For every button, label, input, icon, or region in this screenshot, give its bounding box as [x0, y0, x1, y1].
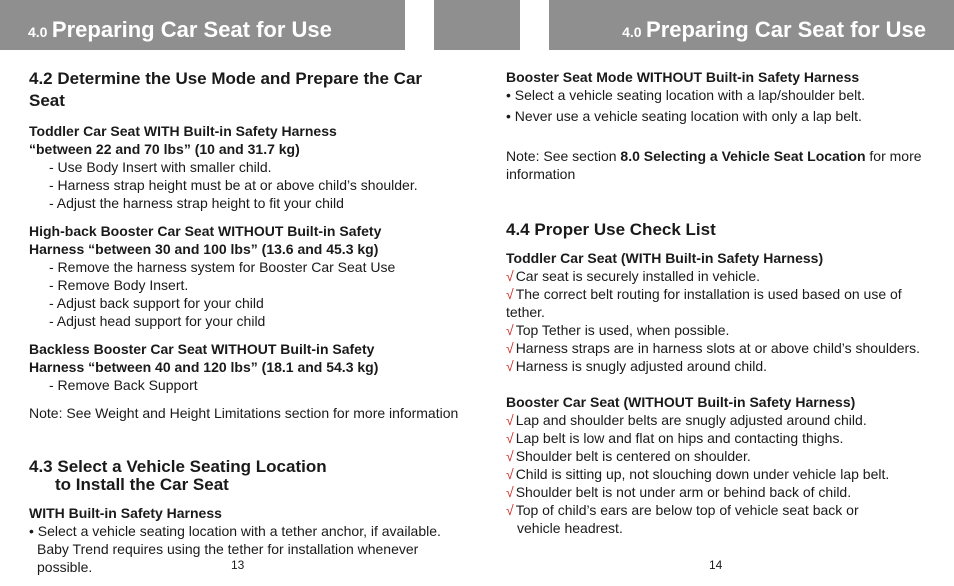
highback-heading: High-back Booster Car Seat WITHOUT Built-in Safety: [29, 223, 382, 239]
toddler-checklist-heading: Toddler Car Seat (WITH Built-in Safety Harness): [506, 250, 824, 266]
section-4-3-title: 4.3 Select a Vehicle Seating Location: [29, 457, 327, 476]
list-item: • Never use a vehicle seating location with only a lap belt.: [506, 108, 862, 124]
list-item: - Adjust the harness strap height to fit your child: [49, 195, 344, 211]
check-icon: √: [506, 466, 514, 482]
header-spacer-block: [434, 0, 520, 50]
check-icon: √: [506, 268, 514, 284]
header-bar-left: [0, 0, 405, 50]
left-page-content: [29, 68, 459, 576]
section-title: Preparing Car Seat for Use: [51, 17, 332, 42]
checklist-item: √ Harness is snugly adjusted around child.: [506, 358, 768, 374]
list-item: - Remove the harness system for Booster Car Seat Use: [49, 259, 396, 275]
check-icon: √: [506, 448, 514, 464]
checklist-item: √ Lap and shoulder belts are snugly adjusted around child.: [506, 412, 867, 428]
section-4-2-title: 4.2 Determine the Use Mode and Prepare the Car Seat: [29, 69, 423, 110]
toddler-weight-range: “between 22 and 70 lbs” (10 and 31.7 kg): [29, 141, 300, 157]
checklist-item-cont: vehicle headrest.: [517, 520, 623, 536]
checklist-item: √ Harness straps are in harness slots at or above child’s shoulders.: [506, 340, 921, 356]
booster-mode-heading: Booster Seat Mode WITHOUT Built-in Safety Harness: [506, 69, 860, 85]
highback-weight-range: Harness “between 30 and 100 lbs” (13.6 and 45.3 kg): [29, 241, 379, 257]
header-bar-right: [549, 0, 954, 50]
check-icon: √: [506, 358, 514, 374]
checklist-item: √ Shoulder belt is not under arm or behind back of child.: [506, 484, 852, 500]
check-icon: √: [506, 286, 514, 302]
check-icon: √: [506, 502, 514, 518]
list-item: - Use Body Insert with smaller child.: [49, 159, 272, 175]
toddler-heading: Toddler Car Seat WITH Built-in Safety Harness: [29, 123, 337, 139]
check-icon: √: [506, 430, 514, 446]
list-item: - Harness strap height must be at or above child’s shoulder.: [49, 177, 418, 193]
checklist-item: √ Child is sitting up, not slouching down under vehicle lap belt.: [506, 466, 890, 482]
weight-height-note: Note: See Weight and Height Limitations section for more information: [29, 405, 459, 421]
checklist-item: √ Car seat is securely installed in vehicle.: [506, 268, 761, 284]
booster-checklist-heading: Booster Car Seat (WITHOUT Built-in Safety Harness): [506, 394, 856, 410]
right-page-content: [506, 68, 936, 537]
checklist-item: √ Lap belt is low and flat on hips and contacting thighs.: [506, 430, 844, 446]
checklist-item: √ Top Tether is used, when possible.: [506, 322, 730, 338]
list-item: - Remove Back Support: [49, 377, 198, 393]
list-item: - Remove Body Insert.: [49, 277, 189, 293]
list-item: - Adjust head support for your child: [49, 313, 266, 329]
check-icon: √: [506, 484, 514, 500]
list-item: • Select a vehicle seating location with a tether anchor, if available. Baby Trend requires using the tether for installation whenever possible.: [29, 523, 441, 575]
with-harness-heading: WITH Built-in Safety Harness: [29, 505, 222, 521]
section-number: 4.0: [622, 24, 642, 40]
check-icon: √: [506, 322, 514, 338]
list-item: • Select a vehicle seating location with a lap/shoulder belt.: [506, 87, 866, 103]
seat-location-note: Note: See section 8.0 Selecting a Vehicle Seat Location for more information: [506, 148, 922, 182]
checklist-item: √ Shoulder belt is centered on shoulder.: [506, 448, 751, 464]
page-number-left: 13: [231, 558, 245, 572]
page-number-right: 14: [709, 558, 723, 572]
check-icon: √: [506, 340, 514, 356]
backless-heading: Backless Booster Car Seat WITHOUT Built-in Safety: [29, 341, 375, 357]
section-title: Preparing Car Seat for Use: [646, 17, 926, 42]
section-number: 4.0: [28, 24, 48, 40]
backless-weight-range: Harness “between 40 and 120 lbs” (18.1 and 54.3 kg): [29, 359, 379, 375]
checklist-item: √ Top of child’s ears are below top of vehicle seat back or: [506, 502, 859, 518]
section-4-3-title-cont: to Install the Car Seat: [55, 475, 229, 494]
section-4-4-title: 4.4 Proper Use Check List: [506, 220, 716, 239]
check-icon: √: [506, 412, 514, 428]
checklist-item: √ The correct belt routing for installation is used based on use of tether.: [506, 286, 902, 320]
list-item: - Adjust back support for your child: [49, 295, 264, 311]
